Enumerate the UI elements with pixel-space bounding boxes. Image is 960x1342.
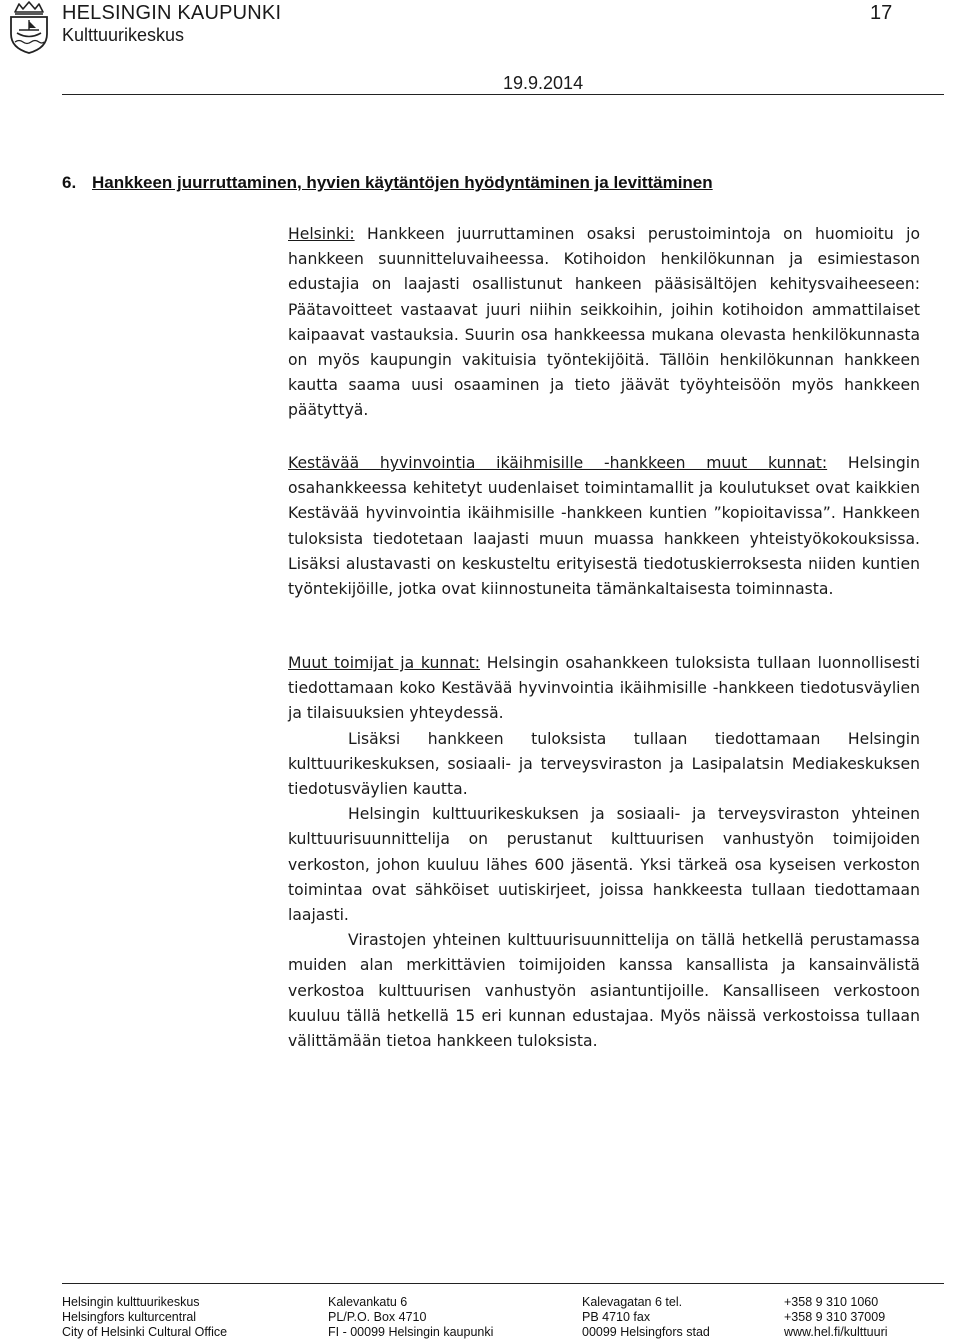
footer-line: +358 9 310 1060 (784, 1295, 879, 1309)
footer-address-sv (582, 1295, 710, 1340)
footer-line: PB 4710 fax (582, 1310, 651, 1324)
footer-line: Helsingfors kulturcentral (62, 1310, 197, 1324)
paragraph-text: Helsingin osahankkeessa kehitetyt uudenlaiset toimintamallit ja koulutukset ovat kaikkien Kestävää hyvinvointia ikäihmisille -hankkeen kuntien ”kopioitavissa”. Hankkeen tuloksista tiedotetaan laajasti muun muassa hankkeen yhteistyökokouksissa. Lisäksi alustavasti on keskusteltu erityisestä tiedotuskierroksesta niiden kuntien työntekijöille, jotka ovat kiinnostuneita tämänkaltaisesta toiminnasta. (288, 454, 920, 599)
footer-line: www.hel.fi/kulttuuri (784, 1325, 888, 1339)
footer-contact (784, 1295, 888, 1340)
paragraph-text: Hankkeen juurruttaminen osaksi perustoimintoja on huomioitu jo hankkeen suunnitteluvaiheessa. Kotihoidon henkilökunnan ja esimiestason edustajia on laajasti osallistunut hankeen pääsisältöjen kehitysvaiheeseen: Päätavoitteet vastaavat juuri niihin seikkoihin, joihin kotihoidon ammattilaiset kaipaavat vastauksia. Suurin osa hankkeessa mukana olevasta henkilökunnasta on myös kaupungin vakituisia työntekijöitä. Tällöin henkilökunnan hankkeen kautta saama uusi osaaminen ja tieto jäävät työyhteisöön myös hankkeen päätyttyä. (288, 225, 920, 420)
paragraph-helsinki (288, 222, 920, 424)
document-date: 19.9.2014 (503, 73, 584, 93)
page-number: 17 (870, 2, 893, 24)
indented-paragraph: Virastojen yhteinen kulttuurisuunnittelija on tällä hetkellä perustamassa muiden alan merkittävien toimijoiden kanssa kansallista ja kansainvälistä verkostoa kulttuurisen vanhustyön asiantuntijoille. Kansalliseen verkostoon kuuluu tällä hetkellä 15 eri kunnan edustajaa. Myös näissä verkostoissa tullaan välittämään tietoa hankkeen tuloksista. (288, 931, 920, 1051)
paragraph-other-actors-intro (288, 651, 920, 727)
footer-line: Kalevagatan 6 tel. (582, 1295, 683, 1309)
section-title: Hankkeen juurruttaminen, hyvien käytäntöjen hyödyntäminen ja levittäminen (92, 173, 713, 192)
footer-divider (62, 1283, 944, 1284)
helsinki-crest-icon (5, 0, 53, 54)
organization-unit: Kulttuurikeskus (62, 25, 185, 45)
footer-line: PL/P.O. Box 4710 (328, 1310, 427, 1324)
footer-line: Kalevankatu 6 (328, 1295, 408, 1309)
footer-organization (62, 1295, 227, 1340)
paragraph-lead: Helsinki: (288, 225, 355, 243)
footer-line: City of Helsinki Cultural Office (62, 1325, 228, 1339)
footer-address-fi (328, 1295, 493, 1340)
indented-paragraph: Helsingin kulttuurikeskuksen ja sosiaali- ja terveysviraston yhteinen kulttuurisuunnittelija on perustanut kulttuurisen vanhustyön toimijoiden verkoston, johon kuuluu lähes 600 jäsentä. Yksi tärkeä osa kyseisen verkoston toimintaa ovat sähköiset uutiskirjeet, joissa hankkeesta tullaan tiedottamaan laajasti. (288, 805, 920, 925)
paragraph-text: Helsingin osahankkeen tuloksista tullaan luonnollisesti tiedottamaan koko Kestävää hyvinvointia ikäihmisille -hankkeen tiedotusväylien ja tilaisuuksien yhteydessä. (288, 654, 920, 723)
header-divider (62, 94, 944, 95)
footer-line: Helsingin kulttuurikeskus (62, 1295, 200, 1309)
section-number: 6. (62, 173, 77, 192)
footer-line: 00099 Helsingfors stad (582, 1325, 710, 1339)
footer-line: +358 9 310 37009 (784, 1310, 886, 1324)
paragraph-lead: Kestävää hyvinvointia ikäihmisille -hankkeen muut kunnat: (288, 454, 828, 472)
footer-line: FI - 00099 Helsingin kaupunki (328, 1325, 494, 1339)
paragraph-other-actors (288, 651, 920, 1054)
organization-name: HELSINGIN KAUPUNKI (62, 2, 282, 24)
paragraph-other-municipalities (288, 451, 920, 602)
indented-paragraph: Lisäksi hankkeen tuloksista tullaan tiedottamaan Helsingin kulttuurikeskuksen, sosiaali- ja terveysviraston ja Lasipalatsin Mediakeskuksen tiedotusväylien kautta. (288, 729, 920, 799)
paragraph-lead: Muut toimijat ja kunnat: (288, 654, 481, 672)
section-heading (62, 172, 713, 194)
